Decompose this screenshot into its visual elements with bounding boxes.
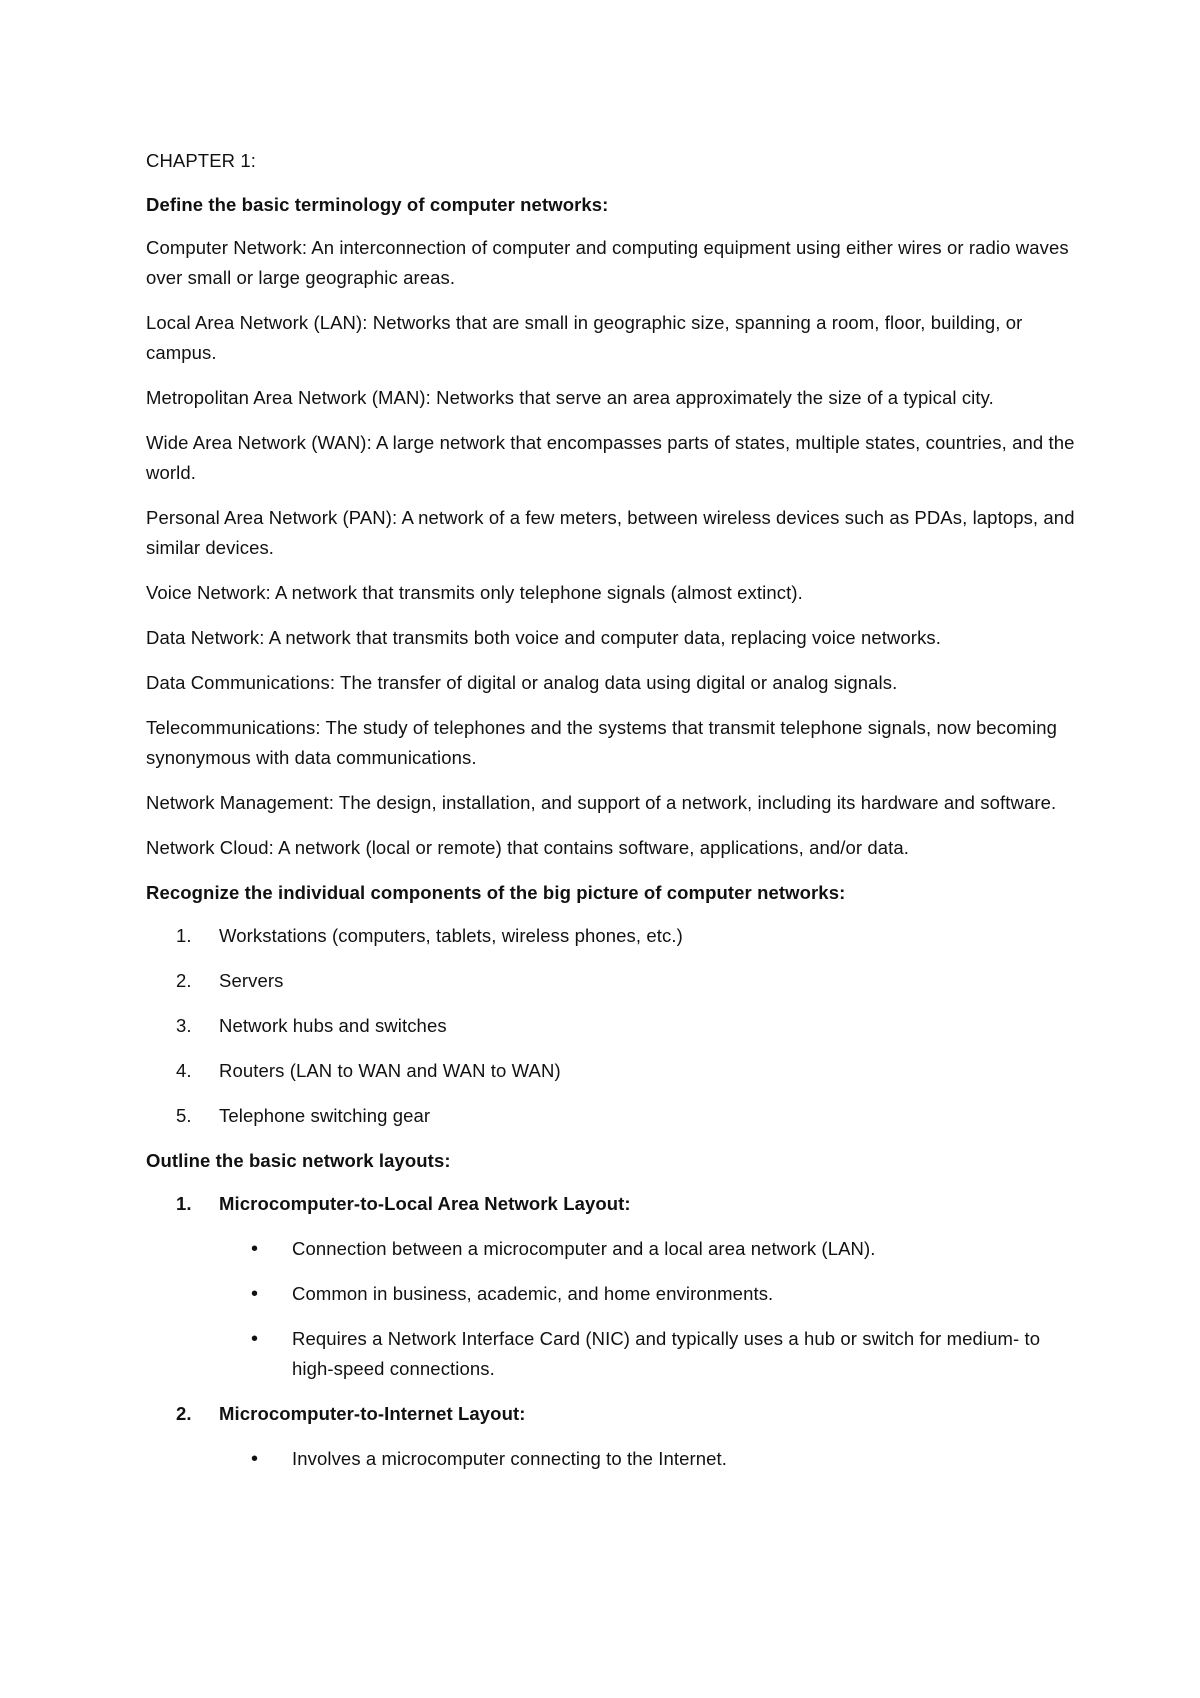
- list-item: [146, 966, 1076, 996]
- definition-computer-network: Computer Network: An interconnection of computer and computing equipment using either wires or radio waves over small or large geographic areas.: [146, 237, 1069, 288]
- definition-telecommunications: Telecommunications: The study of telephones and the systems that transmit telephone signals, now becoming synonymous with data communications.: [146, 717, 1057, 768]
- list-number: 2.: [176, 1403, 192, 1424]
- bullet-text: Requires a Network Interface Card (NIC) and typically uses a hub or switch for medium- to high-speed connections.: [292, 1328, 1041, 1379]
- list-item: [146, 921, 1076, 951]
- list-item-text: Workstations (computers, tablets, wireless phones, etc.): [219, 925, 683, 946]
- list-item: [146, 1056, 1076, 1086]
- bullet-list: [219, 1444, 1076, 1474]
- layout-title: Microcomputer-to-Internet Layout:: [219, 1403, 526, 1424]
- list-number: 5.: [176, 1105, 192, 1126]
- bullet-text: Connection between a microcomputer and a local area network (LAN).: [292, 1238, 876, 1259]
- list-item-text: Routers (LAN to WAN and WAN to WAN): [219, 1060, 561, 1081]
- layout-item: [146, 1399, 1076, 1474]
- list-item: [146, 1011, 1076, 1041]
- definition-data-network: Data Network: A network that transmits both voice and computer data, replacing voice networks.: [146, 627, 942, 648]
- bullet-text: Common in business, academic, and home environments.: [292, 1283, 774, 1304]
- list-item: [146, 1101, 1076, 1131]
- bullet-text: Involves a microcomputer connecting to the Internet.: [292, 1448, 728, 1469]
- bullet-item: [219, 1279, 1076, 1309]
- list-item-text: Servers: [219, 970, 284, 991]
- bullet-item: [219, 1324, 1076, 1384]
- section-heading-components: Recognize the individual components of the big picture of computer networks:: [146, 882, 846, 903]
- list-number: 1.: [176, 925, 192, 946]
- list-item-text: Telephone switching gear: [219, 1105, 431, 1126]
- list-item-text: Network hubs and switches: [219, 1015, 447, 1036]
- definition-man: Metropolitan Area Network (MAN): Networks that serve an area approximately the size of a typical city.: [146, 387, 994, 408]
- definition-voice-network: Voice Network: A network that transmits only telephone signals (almost extinct).: [146, 582, 803, 603]
- definition-lan: Local Area Network (LAN): Networks that are small in geographic size, spanning a room, floor, building, or campus.: [146, 312, 1023, 363]
- bullet-icon: •: [251, 1238, 259, 1260]
- list-number: 4.: [176, 1060, 192, 1081]
- definition-network-management: Network Management: The design, installation, and support of a network, including its hardware and software.: [146, 792, 1057, 813]
- document-body: [146, 146, 1076, 1489]
- chapter-title: CHAPTER 1:: [146, 150, 256, 171]
- definition-network-cloud: Network Cloud: A network (local or remote) that contains software, applications, and/or data.: [146, 837, 910, 858]
- bullet-list: [219, 1234, 1076, 1384]
- bullet-icon: •: [251, 1328, 259, 1350]
- layout-title: Microcomputer-to-Local Area Network Layout:: [219, 1193, 631, 1214]
- layout-item: [146, 1189, 1076, 1384]
- layouts-list: [146, 1189, 1076, 1474]
- bullet-icon: •: [251, 1448, 259, 1470]
- section-heading-layouts: Outline the basic network layouts:: [146, 1150, 451, 1171]
- definition-data-communications: Data Communications: The transfer of digital or analog data using digital or analog signals.: [146, 672, 898, 693]
- bullet-item: [219, 1234, 1076, 1264]
- definition-pan: Personal Area Network (PAN): A network of a few meters, between wireless devices such as PDAs, laptops, and similar devices.: [146, 507, 1075, 558]
- components-list: [146, 921, 1076, 1131]
- list-number: 1.: [176, 1193, 192, 1214]
- list-number: 2.: [176, 970, 192, 991]
- bullet-icon: •: [251, 1283, 259, 1305]
- list-number: 3.: [176, 1015, 192, 1036]
- section-heading-terminology: Define the basic terminology of computer networks:: [146, 194, 609, 215]
- definition-wan: Wide Area Network (WAN): A large network that encompasses parts of states, multiple states, countries, and the world.: [146, 432, 1075, 483]
- bullet-item: [219, 1444, 1076, 1474]
